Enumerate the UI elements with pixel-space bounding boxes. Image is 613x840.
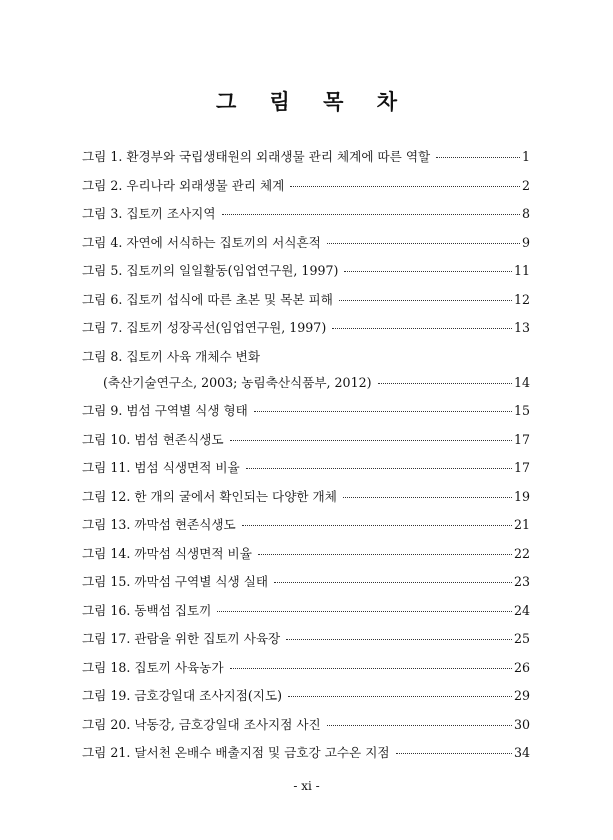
entry-page: 9 xyxy=(521,234,530,250)
entry-label: 그림 11. 범섬 식생면적 비율 xyxy=(82,460,240,475)
entry-page: 29 xyxy=(513,688,530,703)
dot-leader xyxy=(242,525,512,526)
entry-label: 그림 12. 한 개의 굴에서 확인되는 다양한 개체 xyxy=(82,488,337,504)
toc-entry-18 xyxy=(82,657,530,677)
page-number-footer: - xi - xyxy=(293,779,320,793)
entry-page: 19 xyxy=(513,488,530,504)
toc-entry-5 xyxy=(82,260,530,280)
entry-page: 12 xyxy=(513,291,530,307)
entry-label: 그림 6. 집토끼 섭식에 따른 초본 및 목본 피해 xyxy=(82,291,333,307)
dot-leader xyxy=(332,328,512,329)
toc-entry-1 xyxy=(82,146,530,166)
entry-page: 34 xyxy=(513,745,530,760)
entry-label: 그림 21. 달서천 온배수 배출지점 및 금호강 고수온 지점 xyxy=(82,745,390,760)
toc-entry-11 xyxy=(82,457,530,477)
toc-entry-4 xyxy=(82,232,530,252)
toc-entry-9 xyxy=(82,400,530,420)
entry-label: 그림 9. 범섬 구역별 식생 형태 xyxy=(82,403,248,418)
toc-entry-10 xyxy=(82,429,530,449)
toc-entry-19 xyxy=(82,685,530,705)
dot-leader xyxy=(258,554,512,555)
dot-leader xyxy=(344,271,512,272)
entry-page: 11 xyxy=(513,263,530,278)
dot-leader xyxy=(396,753,512,754)
entry-label: (축산기술연구소, 2003; 농림축산식품부, 2012) xyxy=(103,374,372,390)
toc-entry-20 xyxy=(82,714,530,734)
dot-leader xyxy=(246,468,512,469)
entry-label: 그림 4. 자연에 서식하는 집토끼의 서식흔적 xyxy=(82,234,321,250)
dot-leader xyxy=(436,157,520,158)
toc-entry-6 xyxy=(82,289,530,309)
entry-page: 17 xyxy=(513,431,530,447)
toc-entry-7 xyxy=(82,317,530,337)
entry-page: 8 xyxy=(521,206,530,221)
entry-label: 그림 10. 범섬 현존식생도 xyxy=(82,431,224,447)
entry-page: 22 xyxy=(513,545,530,561)
entry-page: 21 xyxy=(513,517,530,532)
entry-label: 그림 7. 집토끼 성장곡선(임업연구원, 1997) xyxy=(82,320,327,335)
entry-label: 그림 19. 금호강일대 조사지점(지도) xyxy=(82,688,283,703)
entry-label: 그림 16. 동백섬 집토끼 xyxy=(82,602,212,618)
dot-leader xyxy=(230,668,512,669)
entry-page: 2 xyxy=(521,177,530,193)
dot-leader xyxy=(288,696,512,697)
dot-leader xyxy=(378,383,512,384)
toc-entry-21 xyxy=(82,742,530,762)
toc-entry-3 xyxy=(82,203,530,223)
entry-label: 그림 8. 집토끼 사육 개체수 변화 xyxy=(82,348,261,364)
entry-page: 24 xyxy=(513,602,530,618)
toc-entry-8 xyxy=(82,346,530,366)
dot-leader xyxy=(217,611,512,612)
entry-label: 그림 5. 집토끼의 일일활동(임업연구원, 1997) xyxy=(82,263,339,278)
dot-leader xyxy=(274,582,512,583)
entry-page: 13 xyxy=(513,320,530,335)
dot-leader xyxy=(327,725,512,726)
entry-page: 15 xyxy=(513,403,530,418)
entry-page: 17 xyxy=(513,460,530,475)
entry-page: 25 xyxy=(513,631,530,646)
entry-page: 14 xyxy=(513,374,530,390)
toc-entry-15 xyxy=(82,571,530,591)
entry-page: 1 xyxy=(521,149,530,164)
page-title: 그 림 목 차 xyxy=(215,89,411,114)
entry-label: 그림 14. 까막섬 식생면적 비율 xyxy=(82,545,252,561)
entry-label: 그림 18. 집토끼 사육농가 xyxy=(82,659,224,675)
entry-label: 그림 20. 낙동강, 금호강일대 조사지점 사진 xyxy=(82,716,321,732)
entry-page: 30 xyxy=(513,716,530,732)
dot-leader xyxy=(222,214,520,215)
dot-leader xyxy=(327,243,520,244)
toc-entry-2 xyxy=(82,175,530,195)
dot-leader xyxy=(254,411,512,412)
figure-list xyxy=(82,146,530,771)
toc-entry-13 xyxy=(82,514,530,534)
toc-entry-16 xyxy=(82,600,530,620)
entry-label: 그림 2. 우리나라 외래생물 관리 체계 xyxy=(82,177,285,193)
dot-leader xyxy=(230,440,512,441)
toc-entry-14 xyxy=(82,543,530,563)
dot-leader xyxy=(290,186,520,187)
entry-label: 그림 1. 환경부와 국립생태원의 외래생물 관리 체계에 따른 역할 xyxy=(82,149,431,164)
entry-label: 그림 15. 까막섬 구역별 식생 실태 xyxy=(82,574,269,589)
entry-label: 그림 17. 관람을 위한 집토끼 사육장 xyxy=(82,631,281,646)
entry-label: 그림 3. 집토끼 조사지역 xyxy=(82,206,216,221)
entry-label: 그림 13. 까막섬 현존식생도 xyxy=(82,517,236,532)
entry-page: 26 xyxy=(513,659,530,675)
toc-entry-8-continued xyxy=(82,372,530,392)
dot-leader xyxy=(343,497,512,498)
dot-leader xyxy=(286,639,512,640)
toc-entry-12 xyxy=(82,486,530,506)
dot-leader xyxy=(339,300,512,301)
entry-page: 23 xyxy=(513,574,530,589)
toc-entry-17 xyxy=(82,628,530,648)
